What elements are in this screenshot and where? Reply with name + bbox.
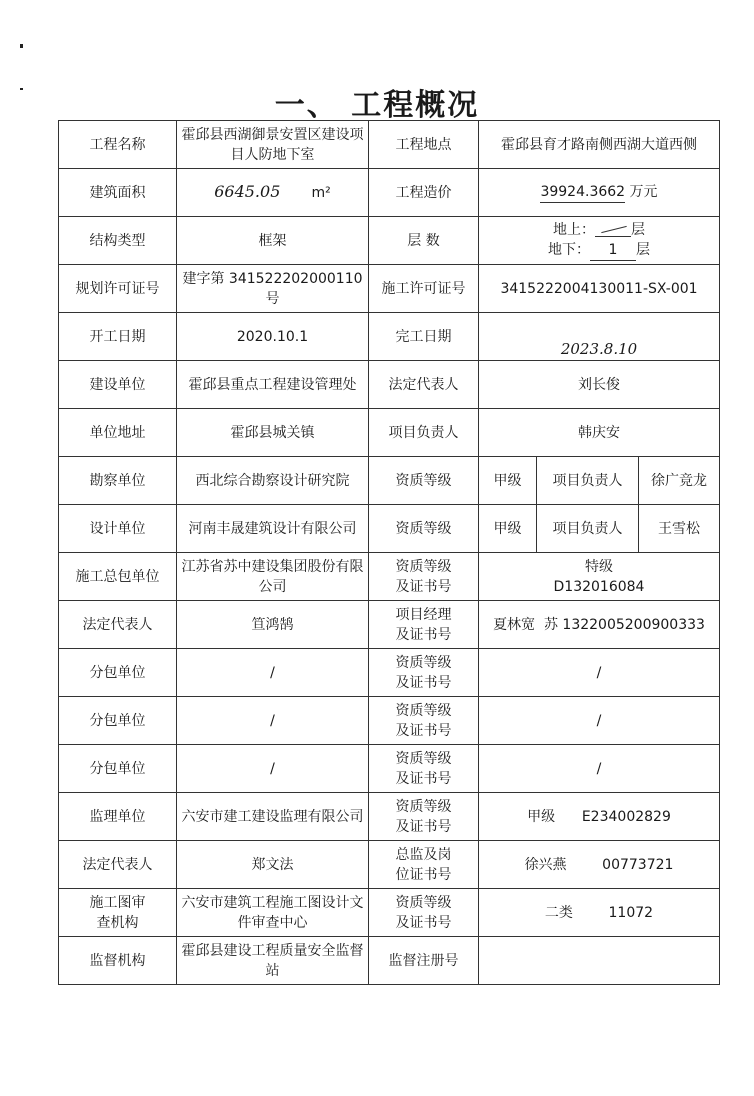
general-contractor-value: 江苏省苏中建设集团股份有限公司 (177, 553, 369, 601)
table-row (59, 889, 720, 937)
table-row (59, 409, 720, 457)
review-grade-label: 资质等级及证书号 (369, 889, 479, 937)
design-grade-label: 资质等级 (369, 505, 479, 553)
project-cost-label: 工程造价 (369, 169, 479, 217)
table-row (59, 313, 720, 361)
floors-above-struck-blank (595, 224, 631, 237)
table-row (59, 553, 720, 601)
supervision-grade-value: 甲级 E234002829 (479, 793, 720, 841)
supervision-registration-value (479, 937, 720, 985)
project-cost-number: 39924.3662 (540, 182, 625, 203)
project-location-label: 工程地点 (369, 121, 479, 169)
supervisory-agency-value: 霍邱县建设工程质量安全监督站 (177, 937, 369, 985)
floors-below-number: 1 (590, 240, 636, 261)
table-row (59, 745, 720, 793)
table-row (59, 697, 720, 745)
start-date-value: 2020.10.1 (177, 313, 369, 361)
contractor-grade-value (479, 553, 720, 601)
project-cost-value (479, 169, 720, 217)
subcontractor-grade-value: / (479, 745, 720, 793)
planning-permit-value: 建字第 341522202000110号 (177, 265, 369, 313)
project-location-value: 霍邱县育才路南侧西湖大道西侧 (479, 121, 720, 169)
subcontractor-grade-label: 资质等级及证书号 (369, 745, 479, 793)
floors-above (481, 220, 717, 240)
supervision-legal-rep-label: 法定代表人 (59, 841, 177, 889)
table-row (59, 217, 720, 265)
unit-address-label: 单位地址 (59, 409, 177, 457)
survey-unit-value: 西北综合勘察设计研究院 (177, 457, 369, 505)
survey-lead-label: 项目负责人 (537, 457, 639, 505)
developer-legal-rep-value: 刘长俊 (479, 361, 720, 409)
building-area-unit: m² (311, 185, 331, 201)
subcontractor-grade-value: / (479, 649, 720, 697)
subcontractor-label: 分包单位 (59, 745, 177, 793)
supervision-registration-label: 监督注册号 (369, 937, 479, 985)
subcontractor-value: / (177, 649, 369, 697)
floors-below (481, 240, 717, 261)
table-row (59, 649, 720, 697)
construction-permit-value: 3415222004130011-SX-001 (479, 265, 720, 313)
project-manager-label: 项目经理及证书号 (369, 601, 479, 649)
table-row (59, 361, 720, 409)
table-row (59, 793, 720, 841)
drawing-review-value: 六安市建筑工程施工图设计文件审查中心 (177, 889, 369, 937)
subcontractor-value: / (177, 745, 369, 793)
supervision-unit-value: 六安市建工建设监理有限公司 (177, 793, 369, 841)
supervision-legal-rep-value: 郑文法 (177, 841, 369, 889)
start-date-label: 开工日期 (59, 313, 177, 361)
page-title: 一、 工程概况 (274, 88, 480, 123)
contractor-cert: D132016084 (553, 578, 645, 595)
floors-above-unit: 层 (631, 222, 645, 238)
project-name-label: 工程名称 (59, 121, 177, 169)
survey-lead-value: 徐广竞龙 (639, 457, 720, 505)
contractor-grade: 特级 (585, 558, 613, 575)
project-overview-table (58, 120, 720, 985)
floors-below-unit: 层 (636, 242, 650, 258)
developer-value: 霍邱县重点工程建设管理处 (177, 361, 369, 409)
supervisory-agency-label: 监督机构 (59, 937, 177, 985)
scan-dot (20, 44, 23, 48)
table-row (59, 937, 720, 985)
design-lead-value: 王雪松 (639, 505, 720, 553)
structure-type-value: 框架 (177, 217, 369, 265)
floors-below-label: 地下： (548, 242, 590, 258)
design-lead-label: 项目负责人 (537, 505, 639, 553)
end-date-label: 完工日期 (369, 313, 479, 361)
subcontractor-label: 分包单位 (59, 697, 177, 745)
contractor-grade-label: 资质等级及证书号 (369, 553, 479, 601)
subcontractor-grade-label: 资质等级及证书号 (369, 649, 479, 697)
design-unit-label: 设计单位 (59, 505, 177, 553)
structure-type-label: 结构类型 (59, 217, 177, 265)
end-date-value (479, 313, 720, 361)
survey-grade-label: 资质等级 (369, 457, 479, 505)
project-lead-value: 韩庆安 (479, 409, 720, 457)
survey-grade-value: 甲级 (479, 457, 537, 505)
developer-legal-rep-label: 法定代表人 (369, 361, 479, 409)
floors-value (479, 217, 720, 265)
design-grade-value: 甲级 (479, 505, 537, 553)
building-area-label: 建筑面积 (59, 169, 177, 217)
developer-label: 建设单位 (59, 361, 177, 409)
contractor-legal-rep-value: 笪鸿鹄 (177, 601, 369, 649)
chief-supervisor-label: 总监及岗位证书号 (369, 841, 479, 889)
end-date-handwritten: 2023.8.10 (560, 340, 638, 358)
project-cost-unit: 万元 (629, 184, 658, 200)
project-lead-label: 项目负责人 (369, 409, 479, 457)
subcontractor-grade-label: 资质等级及证书号 (369, 697, 479, 745)
drawing-review-label: 施工图审查机构 (59, 889, 177, 937)
survey-unit-label: 勘察单位 (59, 457, 177, 505)
review-grade-value: 二类 11072 (479, 889, 720, 937)
general-contractor-label: 施工总包单位 (59, 553, 177, 601)
planning-permit-label: 规划许可证号 (59, 265, 177, 313)
chief-supervisor-value: 徐兴燕 00773721 (479, 841, 720, 889)
project-manager-value: 夏林宽 苏 1322005200900333 (479, 601, 720, 649)
supervision-grade-label: 资质等级及证书号 (369, 793, 479, 841)
table-row (59, 601, 720, 649)
contractor-legal-rep-label: 法定代表人 (59, 601, 177, 649)
table-row (59, 169, 720, 217)
table-row (59, 457, 720, 505)
table-row (59, 841, 720, 889)
table-row (59, 505, 720, 553)
building-area-value (177, 169, 369, 217)
project-name-value: 霍邱县西湖御景安置区建设项目人防地下室 (177, 121, 369, 169)
building-area-number: 6645.05 (214, 182, 281, 201)
table-row (59, 121, 720, 169)
subcontractor-grade-value: / (479, 697, 720, 745)
design-unit-value: 河南丰晟建筑设计有限公司 (177, 505, 369, 553)
subcontractor-value: / (177, 697, 369, 745)
floors-above-label: 地上： (553, 222, 595, 238)
construction-permit-label: 施工许可证号 (369, 265, 479, 313)
unit-address-value: 霍邱县城关镇 (177, 409, 369, 457)
table-row (59, 265, 720, 313)
supervision-unit-label: 监理单位 (59, 793, 177, 841)
floors-label: 层 数 (369, 217, 479, 265)
subcontractor-label: 分包单位 (59, 649, 177, 697)
